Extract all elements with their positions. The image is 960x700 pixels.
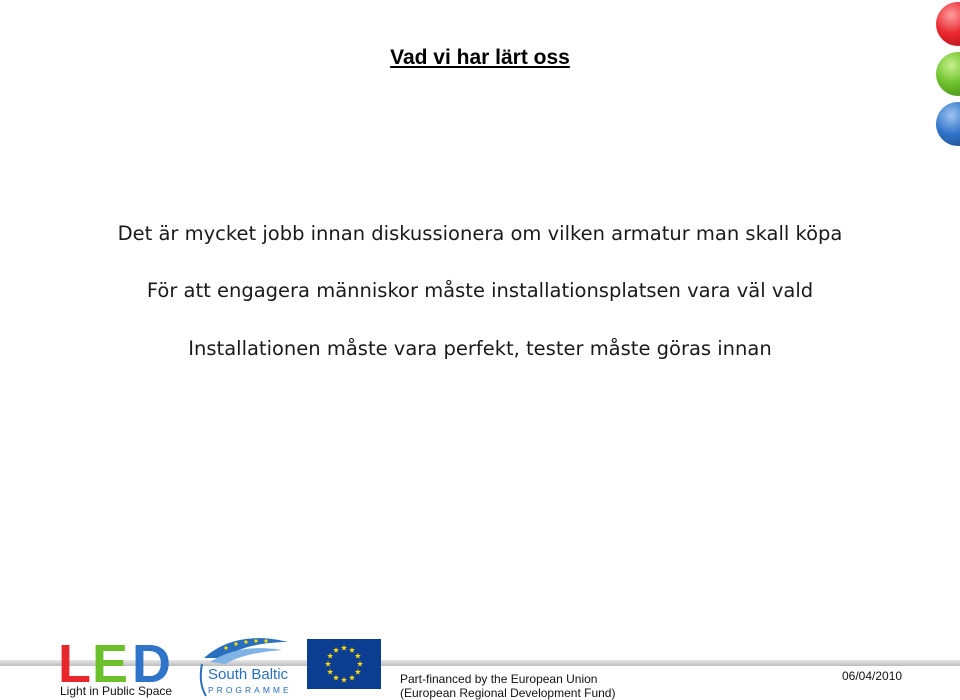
funding-text-line-2: (European Regional Development Fund) <box>400 686 616 700</box>
led-letter-l: L <box>58 636 91 694</box>
led-letter-e: E <box>92 636 129 694</box>
green-ball-icon <box>936 52 960 96</box>
funding-text-line-1: Part-financed by the European Union <box>400 672 598 686</box>
red-ball-icon <box>936 2 960 46</box>
eu-flag-icon <box>307 639 381 689</box>
south-baltic-title: South Baltic <box>208 666 289 683</box>
slide-date: 06/04/2010 <box>842 669 903 683</box>
decorative-balls <box>936 0 960 150</box>
bullet-3: Installationen måste vara perfekt, tester måste göras innan <box>188 337 772 360</box>
led-caption: Light in Public Space <box>60 684 173 698</box>
bullet-2: För att engagera människor måste installationsplatsen vara väl vald <box>146 279 814 302</box>
south-baltic-subtitle: PROGRAMME <box>208 685 292 695</box>
bullet-1: Det är mycket jobb innan diskussionera om vilken armatur man skall köpa <box>117 222 843 245</box>
led-letter-d: D <box>132 636 171 694</box>
blue-ball-icon <box>936 102 960 146</box>
slide-title: Vad vi har lärt oss <box>390 46 570 69</box>
